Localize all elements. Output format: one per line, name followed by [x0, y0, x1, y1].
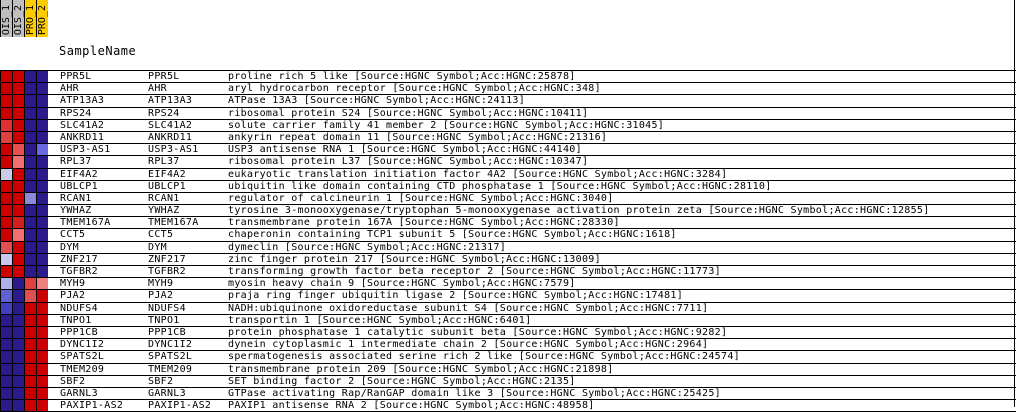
gene-description: spermatogenesis associated serine rich 2 like [Source:HGNC Symbol;Acc:HGNC:24574]	[228, 351, 740, 363]
column-header-pro-1[interactable]	[24, 0, 36, 37]
heatmap-cell	[0, 95, 12, 106]
heatmap-cell	[12, 388, 24, 399]
heatmap-cell	[36, 254, 48, 265]
gene-symbol: YWHAZ	[60, 205, 92, 217]
table-row[interactable]	[0, 205, 1016, 217]
heatmap-cell	[24, 315, 36, 326]
heatmap-cell	[24, 181, 36, 192]
heatmap-cell	[0, 169, 12, 180]
gene-symbol: DYM	[60, 241, 79, 253]
table-row[interactable]	[0, 364, 1016, 376]
gene-symbol: TNPO1	[60, 314, 92, 326]
heatmap-cell	[12, 339, 24, 350]
table-row[interactable]	[0, 388, 1016, 400]
gene-symbol-2: GARNL3	[148, 387, 186, 399]
heatmap-cell	[24, 278, 36, 289]
heatmap-cell	[12, 351, 24, 362]
heatmap-cell	[12, 83, 24, 94]
heatmap-cell	[24, 376, 36, 387]
gene-symbol: TMEM209	[60, 363, 105, 375]
heatmap-cell	[0, 388, 12, 399]
table-row[interactable]	[0, 290, 1016, 302]
gene-symbol: SLC41A2	[60, 119, 105, 131]
gene-symbol: TGFBR2	[60, 266, 98, 277]
gene-symbol-2: ZNF217	[148, 253, 186, 265]
heatmap-cell	[24, 266, 36, 277]
table-row[interactable]	[0, 83, 1016, 95]
heatmap-cell	[0, 339, 12, 350]
heatmap-cell	[24, 229, 36, 240]
heatmap-cell	[24, 156, 36, 167]
heatmap-cell	[24, 144, 36, 155]
heatmap-cell	[12, 376, 24, 387]
gene-symbol: MYH9	[60, 278, 86, 290]
gene-description: ankyrin repeat domain 11 [Source:HGNC Symbol;Acc:HGNC:21316]	[228, 131, 608, 143]
heatmap-cell	[24, 193, 36, 204]
gene-symbol-2: NDUFS4	[148, 302, 186, 314]
gene-symbol: DYNC1I2	[60, 339, 105, 351]
heatmap-cell	[12, 364, 24, 375]
heatmap-cell	[24, 108, 36, 119]
heatmap-cell	[36, 388, 48, 399]
heatmap-cell	[12, 205, 24, 216]
table-row[interactable]	[0, 217, 1016, 229]
gene-description: regulator of calcineurin 1 [Source:HGNC Symbol;Acc:HGNC:3040]	[228, 192, 614, 204]
heatmap-cell	[36, 364, 48, 375]
column-label: PRO_1	[25, 4, 36, 35]
gene-description: proline rich 5 like [Source:HGNC Symbol;Acc:HGNC:25878]	[228, 71, 576, 82]
gene-symbol-2: SPATS2L	[148, 351, 193, 363]
heatmap-cell	[36, 351, 48, 362]
table-row[interactable]	[0, 376, 1016, 388]
heatmap-cell	[24, 327, 36, 338]
gene-description: zinc finger protein 217 [Source:HGNC Symbol;Acc:HGNC:13009]	[228, 253, 601, 265]
gene-symbol-2: PPP1CB	[148, 326, 186, 338]
table-row[interactable]	[0, 339, 1016, 351]
heatmap-cell	[12, 71, 24, 82]
heatmap-cell	[36, 229, 48, 240]
heatmap-cell	[36, 266, 48, 277]
gene-symbol: PJA2	[60, 290, 86, 302]
gene-symbol: RCAN1	[60, 192, 92, 204]
gene-symbol-2: YWHAZ	[148, 205, 180, 217]
heatmap-cell	[24, 364, 36, 375]
table-row[interactable]	[0, 132, 1016, 144]
right-border	[1014, 0, 1015, 407]
gene-symbol-2: MYH9	[148, 278, 174, 290]
heatmap-cell	[0, 327, 12, 338]
gene-symbol-2: AHR	[148, 83, 167, 95]
sample-name-header: SampleName	[59, 44, 137, 58]
gene-symbol-2: UBLCP1	[148, 180, 186, 192]
table-row[interactable]	[0, 156, 1016, 168]
heatmap-cell	[12, 266, 24, 277]
gene-symbol: SPATS2L	[60, 351, 105, 363]
heatmap-cell	[0, 315, 12, 326]
heatmap-cell	[36, 120, 48, 131]
heatmap-cell	[12, 156, 24, 167]
heatmap-cell	[36, 193, 48, 204]
gene-description: USP3 antisense RNA 1 [Source:HGNC Symbol;Acc:HGNC:44140]	[228, 144, 582, 156]
heatmap-cell	[0, 120, 12, 131]
table-row[interactable]	[0, 303, 1016, 315]
heatmap-cell	[24, 303, 36, 314]
heatmap-cell	[12, 95, 24, 106]
heatmap-cell	[0, 71, 12, 82]
gene-symbol: RPL37	[60, 156, 92, 168]
gene-symbol-2: EIF4A2	[148, 168, 186, 180]
gene-description: myosin heavy chain 9 [Source:HGNC Symbol;Acc:HGNC:7579]	[228, 278, 576, 290]
heatmap-cell	[0, 376, 12, 387]
heatmap-cell	[12, 181, 24, 192]
heatmap-cell	[24, 169, 36, 180]
gene-symbol-2: PAXIP1-AS2	[148, 400, 212, 412]
heatmap-cell	[12, 278, 24, 289]
gene-symbol-2: SBF2	[148, 375, 174, 387]
table-row[interactable]	[0, 315, 1016, 327]
heatmap-cell	[12, 132, 24, 143]
heatmap-cell	[12, 303, 24, 314]
heatmap-cell	[36, 376, 48, 387]
heatmap-cell	[24, 120, 36, 131]
heatmap-cell	[24, 400, 36, 411]
column-label: OIS_2	[13, 4, 24, 35]
gene-symbol-2: TGFBR2	[148, 266, 186, 277]
heatmap-cell	[0, 205, 12, 216]
heatmap-cell	[24, 351, 36, 362]
gene-description: ATPase 13A3 [Source:HGNC Symbol;Acc:HGNC:24113]	[228, 95, 526, 107]
table-row[interactable]	[0, 71, 1016, 83]
gene-symbol: AHR	[60, 83, 79, 95]
table-row[interactable]	[0, 351, 1016, 363]
heatmap-cell	[36, 181, 48, 192]
table-row[interactable]	[0, 327, 1016, 339]
gene-description: transforming growth factor beta receptor 2 [Source:HGNC Symbol;Acc:HGNC:11773]	[228, 266, 721, 277]
gene-symbol-2: USP3-AS1	[148, 144, 199, 156]
heatmap-cell	[12, 108, 24, 119]
heatmap-cell	[24, 132, 36, 143]
heatmap-cell	[0, 217, 12, 228]
column-header-ois-2[interactable]	[12, 0, 24, 37]
gene-description: transportin 1 [Source:HGNC Symbol;Acc:HGNC:6401]	[228, 314, 532, 326]
gene-symbol-2: RPS24	[148, 107, 180, 119]
column-label: PRO_2	[37, 4, 48, 35]
heatmap-cell	[36, 108, 48, 119]
gene-symbol-2: RCAN1	[148, 192, 180, 204]
heatmap-cell	[0, 364, 12, 375]
gene-symbol: GARNL3	[60, 387, 98, 399]
gene-symbol: CCT5	[60, 229, 86, 241]
heatmap-cell	[36, 303, 48, 314]
table-row[interactable]	[0, 144, 1016, 156]
gene-symbol-2: PPR5L	[148, 71, 180, 82]
table-row[interactable]	[0, 193, 1016, 205]
heatmap-cell	[36, 242, 48, 253]
heatmap-cell	[36, 95, 48, 106]
heatmap-cell	[0, 400, 12, 411]
heatmap-cell	[36, 217, 48, 228]
gene-description: dynein cytoplasmic 1 intermediate chain 2 [Source:HGNC Symbol;Acc:HGNC:2964]	[228, 339, 709, 351]
gene-description: PAXIP1 antisense RNA 2 [Source:HGNC Symbol;Acc:HGNC:48958]	[228, 400, 595, 412]
gene-symbol-2: SLC41A2	[148, 119, 193, 131]
gene-symbol-2: DYNC1I2	[148, 339, 193, 351]
table-row[interactable]	[0, 266, 1016, 278]
gene-description: transmembrane protein 209 [Source:HGNC Symbol;Acc:HGNC:21898]	[228, 363, 614, 375]
gene-symbol: PPP1CB	[60, 326, 98, 338]
heatmap-cell	[24, 83, 36, 94]
heatmap-cell	[12, 242, 24, 253]
heatmap-cell	[0, 83, 12, 94]
heatmap-cell	[12, 120, 24, 131]
heatmap-cell	[24, 290, 36, 301]
heatmap-cell	[24, 217, 36, 228]
heatmap-cell	[36, 83, 48, 94]
heatmap-cell	[0, 303, 12, 314]
heatmap-cell	[36, 144, 48, 155]
heatmap-cell	[0, 144, 12, 155]
heatmap-cell	[0, 193, 12, 204]
column-label: OIS_1	[1, 4, 12, 35]
gene-description: dymeclin [Source:HGNC Symbol;Acc:HGNC:21317]	[228, 241, 507, 253]
table-row[interactable]	[0, 169, 1016, 181]
heatmap-cell	[36, 205, 48, 216]
gene-symbol: ZNF217	[60, 253, 98, 265]
heatmap-cell	[0, 278, 12, 289]
heatmap-cell	[12, 400, 24, 411]
gene-symbol-2: TMEM167A	[148, 217, 199, 229]
heatmap-cell	[36, 339, 48, 350]
gene-description: transmembrane protein 167A [Source:HGNC Symbol;Acc:HGNC:28330]	[228, 217, 620, 229]
heatmap-cell	[0, 254, 12, 265]
gene-description: NADH:ubiquinone oxidoreductase subunit S4 [Source:HGNC Symbol;Acc:HGNC:7711]	[228, 302, 709, 314]
gene-symbol-2: TMEM209	[148, 363, 193, 375]
gene-description: ubiquitin like domain containing CTD phosphatase 1 [Source:HGNC Symbol;Acc:HGNC:28110]	[228, 180, 772, 192]
heatmap-cell	[36, 327, 48, 338]
table-row[interactable]	[0, 181, 1016, 193]
heatmap-cell	[36, 290, 48, 301]
gene-symbol-2: DYM	[148, 241, 167, 253]
table-row[interactable]	[0, 108, 1016, 120]
gene-symbol-2: PJA2	[148, 290, 174, 302]
table-row[interactable]	[0, 400, 1016, 412]
heatmap-cell	[36, 315, 48, 326]
table-row[interactable]	[0, 278, 1016, 290]
heatmap-cell	[0, 156, 12, 167]
table-row[interactable]	[0, 120, 1016, 132]
heatmap-cell	[36, 400, 48, 411]
gene-description: protein phosphatase 1 catalytic subunit beta [Source:HGNC Symbol;Acc:HGNC:9282]	[228, 326, 728, 338]
gene-symbol-2: ATP13A3	[148, 95, 193, 107]
heatmap-cell	[0, 290, 12, 301]
heatmap-cell	[12, 217, 24, 228]
heatmap-cell	[24, 71, 36, 82]
heatmap-cell	[24, 388, 36, 399]
table-row[interactable]	[0, 95, 1016, 107]
heatmap-cell	[12, 144, 24, 155]
heatmap-cell	[0, 181, 12, 192]
heatmap-cell	[24, 254, 36, 265]
column-header-ois-1[interactable]	[0, 0, 12, 37]
table-row[interactable]	[0, 229, 1016, 241]
gene-description: SET binding factor 2 [Source:HGNC Symbol;Acc:HGNC:2135]	[228, 375, 576, 387]
heatmap-cell	[36, 132, 48, 143]
gene-description: GTPase activating Rap/RanGAP domain like 3 [Source:HGNC Symbol;Acc:HGNC:25425]	[228, 387, 721, 399]
gene-symbol: TMEM167A	[60, 217, 111, 229]
gene-symbol: USP3-AS1	[60, 144, 111, 156]
heatmap-cell	[0, 266, 12, 277]
gene-symbol: UBLCP1	[60, 180, 98, 192]
gene-symbol: SBF2	[60, 375, 86, 387]
heatmap-cell	[36, 71, 48, 82]
gene-symbol: PAXIP1-AS2	[60, 400, 124, 412]
gene-description: ribosomal protein L37 [Source:HGNC Symbol;Acc:HGNC:10347]	[228, 156, 589, 168]
table-row[interactable]	[0, 242, 1016, 254]
gene-symbol-2: CCT5	[148, 229, 174, 241]
heatmap-cell	[12, 169, 24, 180]
heatmap-cell	[36, 169, 48, 180]
heatmap-cell	[0, 108, 12, 119]
gene-symbol-2: ANKRD11	[148, 131, 193, 143]
heatmap-cell	[0, 229, 12, 240]
column-header-pro-2[interactable]	[36, 0, 48, 37]
gene-symbol-2: TNPO1	[148, 314, 180, 326]
heatmap-cell	[0, 351, 12, 362]
heatmap-cell	[12, 193, 24, 204]
gene-symbol-2: RPL37	[148, 156, 180, 168]
gene-symbol: PPR5L	[60, 71, 92, 82]
gene-symbol: EIF4A2	[60, 168, 98, 180]
heatmap-cell	[36, 278, 48, 289]
heatmap-cell	[12, 254, 24, 265]
heatmap-cell	[12, 229, 24, 240]
heatmap-cell	[0, 132, 12, 143]
heatmap-cell	[12, 290, 24, 301]
gene-description: eukaryotic translation initiation factor 4A2 [Source:HGNC Symbol;Acc:HGNC:3284]	[228, 168, 728, 180]
heatmap-cell	[24, 95, 36, 106]
gene-symbol: ATP13A3	[60, 95, 105, 107]
heatmap-cell	[24, 205, 36, 216]
gene-table	[0, 71, 1016, 412]
table-row[interactable]	[0, 254, 1016, 266]
heatmap-cell	[24, 242, 36, 253]
gene-description: solute carrier family 41 member 2 [Source:HGNC Symbol;Acc:HGNC:31045]	[228, 119, 665, 131]
gene-symbol: ANKRD11	[60, 131, 105, 143]
heatmap-cell	[24, 339, 36, 350]
gene-description: chaperonin containing TCP1 subunit 5 [Source:HGNC Symbol;Acc:HGNC:1618]	[228, 229, 677, 241]
gene-symbol: NDUFS4	[60, 302, 98, 314]
heatmap-cell	[12, 327, 24, 338]
gene-description: praja ring finger ubiquitin ligase 2 [Source:HGNC Symbol;Acc:HGNC:17481]	[228, 290, 684, 302]
heatmap-header	[0, 0, 52, 70]
gene-description: ribosomal protein S24 [Source:HGNC Symbol;Acc:HGNC:10411]	[228, 107, 589, 119]
heatmap-cell	[36, 156, 48, 167]
heatmap-cell	[0, 242, 12, 253]
gene-description: tyrosine 3-monooxygenase/tryptophan 5-monooxygenase activation protein zeta [Source:HGNC Symbol;Acc:HGNC:12855]	[228, 205, 930, 217]
gene-symbol: RPS24	[60, 107, 92, 119]
gene-description: aryl hydrocarbon receptor [Source:HGNC Symbol;Acc:HGNC:348]	[228, 83, 601, 95]
heatmap-cell	[12, 315, 24, 326]
